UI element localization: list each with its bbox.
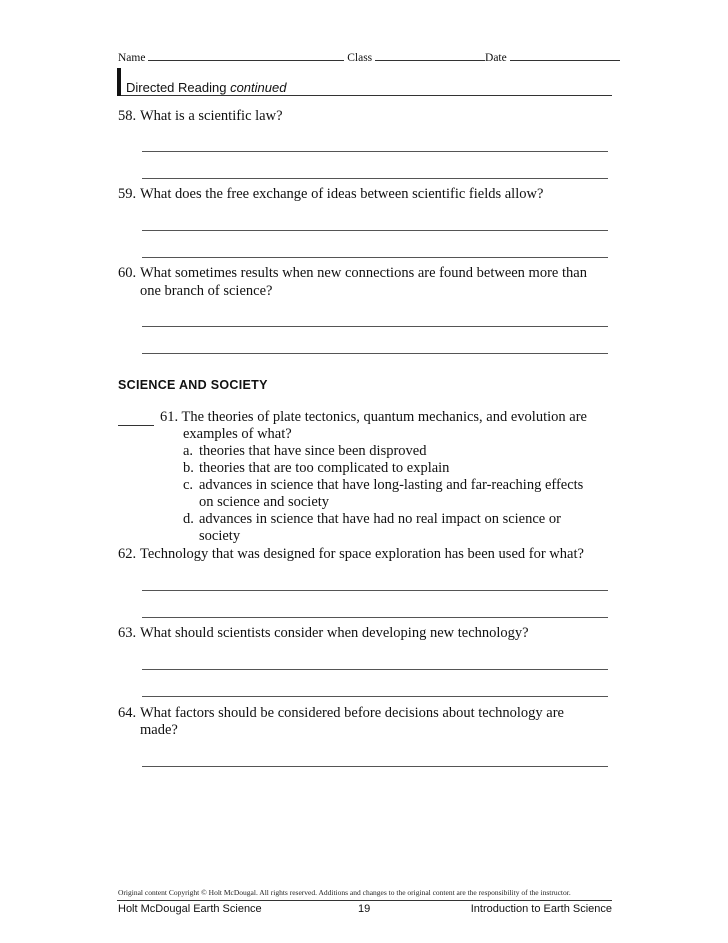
question-text-line-1: The theories of plate tectonics, quantum mechanics, and evolution are xyxy=(181,409,587,425)
answer-line-59-2[interactable] xyxy=(142,257,608,258)
option-text: advances in science that have had no real impact on science or xyxy=(199,511,561,527)
banner-continued: continued xyxy=(230,80,287,95)
answer-line-59-1[interactable] xyxy=(142,230,608,231)
question-text: What is a scientific law? xyxy=(140,108,283,124)
question-58 xyxy=(118,108,283,125)
question-number: 61. xyxy=(160,409,179,425)
question-text: What should scientists consider when developing new technology? xyxy=(140,625,529,641)
option-text: advances in science that have long-lasting and far-reaching effects xyxy=(199,477,584,493)
answer-line-60-1[interactable] xyxy=(142,326,608,327)
question-number: 59. xyxy=(118,186,137,202)
option-a[interactable] xyxy=(183,443,427,460)
copyright-notice: Original content Copyright © Holt McDougal. All rights reserved. Additions and changes to the original content are the responsibility of the instructor. xyxy=(118,888,571,897)
date-field[interactable] xyxy=(510,50,620,61)
answer-line-62-2[interactable] xyxy=(142,617,608,618)
banner-title: Directed Reading xyxy=(126,80,227,95)
name-class-date-header xyxy=(118,50,620,64)
question-text: Technology that was designed for space exploration has been used for what? xyxy=(140,546,584,562)
section-heading: SCIENCE AND SOCIETY xyxy=(118,378,268,392)
question-61 xyxy=(160,409,587,426)
answer-line-60-2[interactable] xyxy=(142,353,608,354)
page-number: 19 xyxy=(358,903,371,915)
name-field[interactable] xyxy=(148,50,344,61)
question-64 xyxy=(118,705,564,722)
question-number: 63. xyxy=(118,625,137,641)
question-text: What does the free exchange of ideas between scientific fields allow? xyxy=(140,186,544,202)
option-text: theories that have since been disproved xyxy=(199,443,427,459)
answer-line-62-1[interactable] xyxy=(142,590,608,591)
question-number: 62. xyxy=(118,546,137,562)
option-c-line-2: on science and society xyxy=(199,494,330,510)
option-d-line-2: society xyxy=(199,528,241,544)
question-60-line-2: one branch of science? xyxy=(140,283,273,299)
date-label: Date xyxy=(485,52,507,64)
answer-line-63-2[interactable] xyxy=(142,696,608,697)
question-63 xyxy=(118,625,529,642)
answer-line-58-1[interactable] xyxy=(142,151,608,152)
banner-accent-bar xyxy=(117,68,121,96)
answer-line-64-1[interactable] xyxy=(142,766,608,767)
option-letter: b. xyxy=(183,460,194,476)
question-number: 60. xyxy=(118,265,137,281)
footer-rule xyxy=(117,900,612,901)
class-label: Class xyxy=(347,52,373,64)
footer-chapter-title: Introduction to Earth Science xyxy=(470,903,612,915)
question-number: 58. xyxy=(118,108,137,124)
directed-reading-banner xyxy=(126,80,286,95)
question-64-line-2: made? xyxy=(140,722,178,738)
question-number: 64. xyxy=(118,705,137,721)
question-61-line-2: examples of what? xyxy=(183,426,292,442)
footer-book-title: Holt McDougal Earth Science xyxy=(118,903,262,915)
banner-rule xyxy=(121,95,612,96)
answer-blank-61[interactable] xyxy=(118,425,154,426)
option-letter: d. xyxy=(183,511,194,527)
option-letter: a. xyxy=(183,443,194,459)
option-letter: c. xyxy=(183,477,194,493)
answer-line-58-2[interactable] xyxy=(142,178,608,179)
answer-line-63-1[interactable] xyxy=(142,669,608,670)
option-c[interactable] xyxy=(183,477,583,494)
class-field[interactable] xyxy=(375,50,485,61)
option-b[interactable] xyxy=(183,460,449,477)
option-text: theories that are too complicated to explain xyxy=(199,460,450,476)
question-59 xyxy=(118,186,543,203)
question-text-line-1: What sometimes results when new connections are found between more than xyxy=(140,265,587,281)
name-label: Name xyxy=(118,52,146,64)
option-d[interactable] xyxy=(183,511,561,528)
question-60 xyxy=(118,265,587,282)
question-text-line-1: What factors should be considered before decisions about technology are xyxy=(140,705,564,721)
question-62 xyxy=(118,546,584,563)
